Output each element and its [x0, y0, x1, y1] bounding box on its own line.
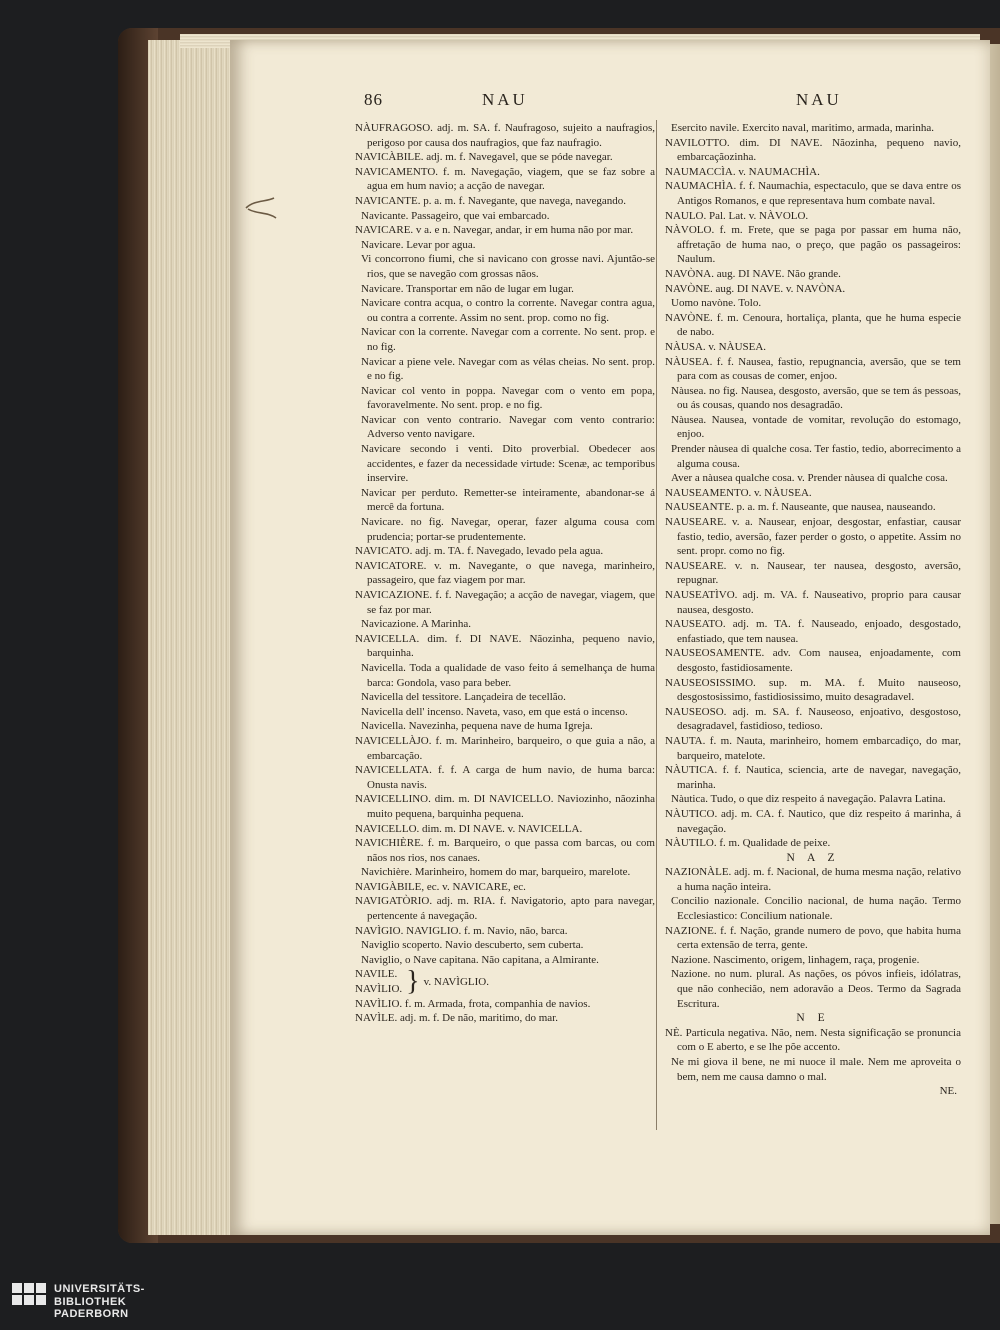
dictionary-entry: NAZIONE. f. f. Nação, grande numero de povo, que habita huma certa extensão de terra, gente.	[665, 924, 961, 952]
usage-example: Navicar con vento contrario. Navegar com vento contrario: Adverso vento navigare.	[361, 413, 655, 441]
dictionary-entry: NAUSEANTE. p. a. m. f. Nauseante, que nausea, nauseando.	[665, 501, 936, 514]
dictionary-entry: NAUMACHÌA. f. f. Naumachia, espectaculo, que se dava entre os Antigos Romanos, e que representava hum combate naval.	[665, 180, 961, 207]
usage-example: Navicar a piene vele. Navegar com as vélas cheias. No sent. prop. e no fig.	[361, 355, 655, 383]
usage-example: Navicella. Navezinha, pequena nave de huma Igreja.	[361, 720, 593, 733]
usage-example: Navicar con la corrente. Navegar com a corrente. No sent. prop. e no fig.	[361, 326, 655, 353]
usage-example: Navicar per perduto. Remetter-se inteiramente, abandonar-se á mercê da fortuna.	[361, 486, 655, 514]
dictionary-entry: NAVICAMENTO. f. m. Navegação, viagem, que se faz sobre a agua em hum navio; a acção de navegar.	[355, 165, 655, 193]
dictionary-entry: NAVÌLIO. f. m. Armada, frota, companhia de navios.	[355, 997, 591, 1010]
running-head-right: NAU	[796, 90, 842, 109]
dictionary-entry: NÀUTICO. adj. m. CA. f. Nautico, que diz respeito á marinha, á navegação.	[665, 807, 961, 835]
dictionary-entry: NAUSEOSISSIMO. sup. m. MA. f. Muito nauseoso, desgostosissimo, fastidiosissimo, muito desagradavel.	[665, 676, 961, 704]
dictionary-entry: NAVÒNA. aug. DI NAVE. Não grande.	[665, 267, 841, 280]
usage-example: Uomo navòne. Tolo.	[671, 297, 762, 310]
dictionary-entry: NÀUTILO. f. m. Qualidade de peixe.	[665, 837, 831, 850]
library-logo-text	[54, 1283, 145, 1321]
dictionary-entry: NAVICELLÀJO. f. m. Marinheiro, barqueiro, o que guia a não, a embarcação.	[355, 734, 655, 762]
dictionary-entry: NAVICAZIONE. f. f. Navegação; a acção de navegar, viagem, que se faz por mar.	[355, 589, 655, 616]
dictionary-entry: NAVICELLO. dim. m. DI NAVE. v. NAVICELLA.	[355, 822, 583, 835]
dictionary-entry: NAVICELLINO. dim. m. DI NAVICELLO. Naviozinho, nãozinha muito pequena, barquinha pequena.	[355, 793, 655, 820]
page-edges	[148, 40, 243, 1235]
dictionary-entry: NAVILOTTO. dim. DI NAVE. Nãozinha, pequeno navio, embarcaçãozinha.	[665, 136, 961, 164]
dictionary-entry: NAUTA. f. m. Nauta, marinheiro, homem embarcadiço, do mar, barqueiro, matelote.	[665, 734, 961, 762]
usage-example: Nàutica. Tudo, o que diz respeito á navegação. Palavra Latina.	[671, 793, 946, 806]
dictionary-entry: NAVICARE. v a. e n. Navegar, andar, ir em huma não por mar.	[355, 224, 634, 237]
logo-line: PADERBORN	[54, 1308, 129, 1321]
usage-example: Prender nàusea di qualche cosa. Ter fastio, tedio, aborrecimento a alguma cousa.	[671, 443, 961, 470]
usage-example: Navichière. Marinheiro, homem do mar, barqueiro, marelote.	[361, 866, 631, 879]
usage-example: Navicare. Levar por agua.	[361, 238, 476, 251]
dictionary-entry: NAVICHIÈRE. f. m. Barqueiro, o que passa com barcas, ou com nãos nos rios, nos canaes.	[355, 837, 655, 864]
dictionary-entry: NÀUTICA. f. f. Nautica, sciencia, arte de navegar, navegação, marinha.	[665, 764, 961, 791]
library-logo	[12, 1283, 145, 1321]
dictionary-entry: NAUSEATÌVO. adj. m. VA. f. Nauseativo, proprio para causar nausea, desgosto.	[665, 589, 961, 616]
dictionary-entry: NAVÌGIO. NAVIGLIO. f. m. Navio, não, barca.	[355, 924, 568, 937]
page-number: 86	[364, 90, 383, 109]
logo-line: UNIVERSITÄTS-	[54, 1283, 145, 1296]
headword: NAVILE.	[355, 968, 398, 981]
dictionary-entry: NÀUFRAGOSO. adj. m. SA. f. Naufragoso, sujeito a naufragios, perigoso por causa dos naufragios, que faz naufragio.	[355, 122, 655, 149]
usage-example: Naviglio scoperto. Navio descuberto, sem cuberta.	[361, 939, 584, 952]
dictionary-entry: NAUSEOSO. adj. m. SA. f. Nauseoso, enjoativo, desgostoso, desagradavel, fastidioso, tedioso.	[665, 705, 961, 733]
dictionary-entry: NAVIGATÒRIO. adj. m. RIA. f. Navigatorio, apto para navegar, pertencente á navegação.	[355, 895, 655, 923]
usage-example: Navicare. no fig. Navegar, operar, fazer alguma cousa com prudencia; portar-se prudentemente.	[361, 516, 655, 543]
dictionary-entry: NAUSEARE. v. a. Nausear, enjoar, desgostar, enfastiar, causar fastio, tedio, aversão, fazer perder o gosto, o appetite. Assim no sent. propr. como no fig.	[665, 516, 961, 558]
dictionary-entry: NAVICELLATA. f. f. A carga de hum navio, de huma barca: Onusta navis.	[355, 764, 655, 791]
dictionary-entry: NAZIONÀLE. adj. m. f. Nacional, de huma mesma nação, relativo a huma nação inteira.	[665, 866, 961, 893]
dictionary-entry: NAULO. Pal. Lat. v. NÀVOLO.	[665, 209, 809, 222]
paper-slip-bookmark	[244, 196, 278, 220]
dictionary-entry: NAVICATORE. v. m. Navegante, o que navega, marinheiro, passageiro, que faz viagem por mar.	[355, 559, 655, 587]
column-divider	[656, 120, 657, 1130]
usage-example: Nazione. no num. plural. As nações, os póvos infieis, idólatras, que não conhecião, nem adoravão a Deos. Termo da Sagrada Escritura.	[671, 968, 961, 1010]
usage-example: Concilio nazionale. Concilio nacional, de huma nação. Termo Ecclesiastico: Concilium nationale.	[671, 895, 961, 923]
left-column	[355, 121, 655, 1026]
dictionary-entry: NAVÒNE. f. m. Cenoura, hortaliça, planta, que he huma especie de nabo.	[665, 311, 961, 339]
brace-symbol: }	[406, 966, 420, 998]
dictionary-page	[230, 40, 990, 1235]
usage-example: Nazione. Nascimento, origem, linhagem, raça, progenie.	[671, 953, 920, 966]
usage-example: Navicare secondo i venti. Dito proverbial. Obedecer aos accidentes, e fazer da necessidade virtude: Scenæ, ac temporibus inservire.	[361, 443, 655, 485]
right-column	[665, 121, 961, 1099]
dictionary-entry: NAVICANTE. p. a. m. f. Navegante, que navega, navegando.	[355, 194, 627, 207]
usage-example: Aver a nàusea qualche cosa. v. Prender nàusea di qualche cosa.	[671, 472, 948, 485]
dictionary-entry: NAUMACCÌA. v. NAUMACHÌA.	[665, 165, 820, 178]
usage-example: Navicante. Passageiro, que vai embarcado.	[361, 209, 550, 222]
logo-line: BIBLIOTHEK	[54, 1295, 127, 1308]
usage-example: Nàusea. no fig. Nausea, desgosto, aversão, que se tem ás pessoas, ou ás cousas, quando nos desagradão.	[671, 384, 961, 412]
usage-example: Navicare contra acqua, o contro la corrente. Navegar contra agua, ou contra a corrente. Assim no sent. prop. como no fig.	[361, 297, 655, 324]
cross-reference: v. NAVÌGLIO.	[423, 975, 489, 988]
library-logo-mark	[12, 1283, 46, 1321]
dictionary-entry: NAUSEAMENTO. v. NÀUSEA.	[665, 486, 812, 499]
dictionary-entry: NAVICELLA. dim. f. DI NAVE. Nãozinha, pequeno navio, barquinha.	[355, 632, 655, 660]
dictionary-entry: NÈ. Particula negativa. Não, nem. Nesta significação se pronuncia com o E aberto, e se lhe põe accento.	[665, 1026, 961, 1054]
dictionary-entry: NAUSEATO. adj. m. TA. f. Nauseado, enjoado, desgostado, enfastiado, que tem nausea.	[665, 618, 961, 645]
running-head-left: NAU	[482, 90, 528, 109]
section-heading: N A Z	[786, 851, 840, 864]
dictionary-entry: NAVICATO. adj. m. TA. f. Navegado, levado pela agua.	[355, 545, 604, 558]
usage-example: Ne mi giova il bene, ne mi nuoce il male. Nem me aproveita o bem, nem me causa damno o mal.	[671, 1056, 961, 1083]
usage-example: Vi concorrono fiumi, che si navicano con grosse navi. Ajuntão-se rios, que se navegão com grossas nãos.	[361, 253, 655, 280]
usage-example: Navicella del tessitore. Lançadeira de tecellão.	[361, 691, 566, 704]
usage-example: Nàusea. Nausea, vontade de vomitar, revolução do estomago, enjoo.	[671, 413, 961, 441]
usage-example: Esercito navile. Exercito naval, maritimo, armada, marinha.	[671, 122, 934, 134]
dictionary-entry: NAVÒNE. aug. DI NAVE. v. NAVÒNA.	[665, 282, 846, 295]
usage-example: Navicella dell' incenso. Naveta, vaso, em que está o incenso.	[361, 705, 628, 718]
dictionary-entry: NÀUSEA. f. f. Nausea, fastio, repugnancia, aversão, que se tem para com as cousas de comer, enjoo.	[665, 355, 961, 383]
usage-example: Navicella. Toda a qualidade de vaso feito á semelhança de huma barca: Gondola, vaso para beber.	[361, 661, 655, 689]
usage-example: Navicar col vento in poppa. Navegar com o vento em popa, favoravelmente. No sent. prop. e no fig.	[361, 384, 655, 412]
dictionary-entry: NAVÌLE. adj. m. f. De não, maritimo, do mar.	[355, 1012, 558, 1025]
dictionary-entry: NAUSEOSAMENTE. adv. Com nausea, enjoadamente, com desgosto, fastidiosamente.	[665, 647, 961, 674]
dictionary-entry: NÀVOLO. f. m. Frete, que se paga por passar em huma não, affretação de huma nao, o preço, que pagão os passageiros: Naulum.	[665, 224, 961, 266]
dictionary-entry: NAVIGÀBILE, ec. v. NAVICARE, ec.	[355, 880, 526, 893]
dictionary-entry: NAUSEARE. v. n. Nausear, ter nausea, desgosto, aversão, repugnar.	[665, 559, 961, 587]
usage-example: Naviglio, o Nave capitana. Não capitana, a Almirante.	[361, 953, 599, 966]
headword: NAVÌLIO.	[355, 983, 403, 996]
usage-example: Navicazione. A Marinha.	[361, 618, 471, 631]
dictionary-entry: NAVICÀBILE. adj. m. f. Navegavel, que se póde navegar.	[355, 151, 613, 164]
catchword: NE.	[939, 1085, 957, 1098]
usage-example: Navicare. Transportar em não de lugar em lugar.	[361, 282, 574, 295]
brace-entry	[355, 967, 655, 996]
dictionary-entry: NÀUSA. v. NÀUSEA.	[665, 340, 767, 353]
section-heading: N E	[796, 1012, 830, 1025]
